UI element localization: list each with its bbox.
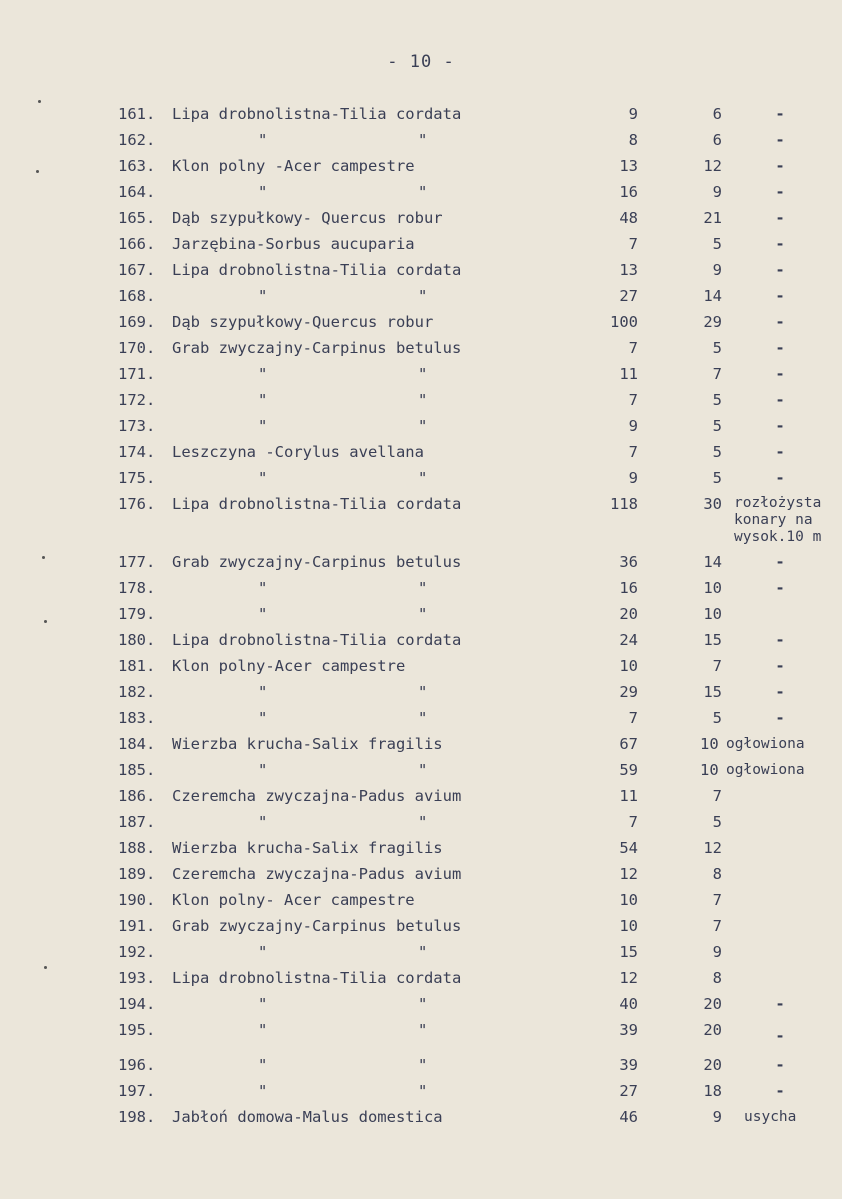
height-value: 9 [712, 1108, 722, 1126]
row-number: 169. [118, 313, 156, 331]
height-value: 10 [703, 605, 722, 623]
circumference-value: 59 [619, 761, 638, 779]
row-number: 187. [118, 813, 156, 831]
circumference-value: 9 [628, 469, 638, 487]
table-row [0, 809, 842, 835]
table-row [0, 731, 842, 757]
circumference-value: 7 [628, 391, 638, 409]
circumference-value: 54 [619, 839, 638, 857]
ditto-mark: " [258, 1056, 268, 1074]
row-number: 180. [118, 631, 156, 649]
species-name: Wierzba krucha-Salix fragilis [172, 839, 443, 857]
ditto-mark: " [418, 709, 428, 727]
circumference-value: 10 [619, 917, 638, 935]
ditto-mark: " [258, 131, 268, 149]
remark-dash: - [775, 105, 785, 123]
row-number: 178. [118, 579, 156, 597]
species-name: Dąb szypułkowy- Quercus robur [172, 209, 443, 227]
row-number: 196. [118, 1056, 156, 1074]
height-value: 7 [712, 365, 722, 383]
table-row [0, 1104, 842, 1130]
table-row [0, 361, 842, 387]
height-value: 15 [703, 631, 722, 649]
remark-dash: - [775, 417, 785, 435]
circumference-value: 8 [628, 131, 638, 149]
height-value: 12 [703, 157, 722, 175]
ditto-mark: " [418, 183, 428, 201]
ditto-mark: " [258, 287, 268, 305]
height-value: 29 [703, 313, 722, 331]
row-number: 184. [118, 735, 156, 753]
ditto-mark: " [258, 1021, 268, 1039]
remark-dash: - [775, 631, 785, 649]
ditto-mark: " [258, 943, 268, 961]
tree-inventory-table [0, 101, 842, 1130]
circumference-value: 67 [619, 735, 638, 753]
remark-dash: - [775, 657, 785, 675]
page-number: - 10 - [387, 52, 455, 72]
height-value: 5 [712, 235, 722, 253]
circumference-value: 7 [628, 235, 638, 253]
row-number: 174. [118, 443, 156, 461]
table-row [0, 101, 842, 127]
row-number: 168. [118, 287, 156, 305]
remark-dash: - [775, 391, 785, 409]
row-number: 193. [118, 969, 156, 987]
table-row [0, 335, 842, 361]
remark-text: usycha [744, 1109, 797, 1125]
height-value: 30 [703, 495, 722, 513]
remark-dash: - [775, 131, 785, 149]
table-row [0, 757, 842, 783]
ditto-mark: " [258, 761, 268, 779]
circumference-value: 39 [619, 1021, 638, 1039]
table-row [0, 257, 842, 283]
circumference-value: 48 [619, 209, 638, 227]
row-number: 165. [118, 209, 156, 227]
height-value: 5 [712, 417, 722, 435]
circumference-value: 13 [619, 157, 638, 175]
table-row [0, 653, 842, 679]
table-row [0, 991, 842, 1017]
remark-dash: - [775, 365, 785, 383]
species-name: Klon polny- Acer campestre [172, 891, 415, 909]
circumference-value: 12 [619, 969, 638, 987]
height-value: 14 [703, 287, 722, 305]
row-number: 170. [118, 339, 156, 357]
row-number: 164. [118, 183, 156, 201]
species-name: Lipa drobnolistna-Tilia cordata [172, 495, 462, 513]
row-number: 162. [118, 131, 156, 149]
row-number: 194. [118, 995, 156, 1013]
table-row [0, 439, 842, 465]
remark-dash: - [775, 683, 785, 701]
row-number: 182. [118, 683, 156, 701]
ditto-mark: " [418, 605, 428, 623]
circumference-value: 15 [619, 943, 638, 961]
ditto-mark: " [418, 131, 428, 149]
height-value: 9 [712, 261, 722, 279]
row-number: 177. [118, 553, 156, 571]
height-value: 7 [712, 891, 722, 909]
remark-dash: - [775, 339, 785, 357]
table-row [0, 283, 842, 309]
row-number: 181. [118, 657, 156, 675]
height-value: 10 [700, 735, 719, 753]
table-row [0, 1017, 842, 1043]
table-row [0, 413, 842, 439]
circumference-value: 16 [619, 579, 638, 597]
ditto-mark: " [258, 1082, 268, 1100]
ditto-mark: " [418, 287, 428, 305]
row-number: 163. [118, 157, 156, 175]
height-value: 12 [703, 839, 722, 857]
circumference-value: 7 [628, 709, 638, 727]
row-number: 190. [118, 891, 156, 909]
height-value: 7 [712, 787, 722, 805]
remark-dash: - [775, 1027, 785, 1045]
height-value: 9 [712, 943, 722, 961]
circumference-value: 9 [628, 105, 638, 123]
remark-dash: - [775, 553, 785, 571]
height-value: 5 [712, 443, 722, 461]
circumference-value: 12 [619, 865, 638, 883]
ditto-mark: " [418, 391, 428, 409]
remark-dash: - [775, 287, 785, 305]
height-value: 5 [712, 813, 722, 831]
species-name: Leszczyna -Corylus avellana [172, 443, 424, 461]
table-row [0, 1052, 842, 1078]
table-row [0, 231, 842, 257]
circumference-value: 10 [619, 657, 638, 675]
row-number: 197. [118, 1082, 156, 1100]
circumference-value: 7 [628, 339, 638, 357]
species-name: Dąb szypułkowy-Quercus robur [172, 313, 434, 331]
circumference-value: 20 [619, 605, 638, 623]
ditto-mark: " [418, 417, 428, 435]
height-value: 20 [703, 1056, 722, 1074]
species-name: Jarzębina-Sorbus aucuparia [172, 235, 415, 253]
table-row [0, 627, 842, 653]
circumference-value: 39 [619, 1056, 638, 1074]
table-row [0, 939, 842, 965]
table-row [0, 127, 842, 153]
ditto-mark: " [418, 813, 428, 831]
remark-dash: - [775, 995, 785, 1013]
remark-dash: - [775, 443, 785, 461]
table-row [0, 205, 842, 231]
species-name: Lipa drobnolistna-Tilia cordata [172, 261, 462, 279]
ditto-mark: " [418, 995, 428, 1013]
remark-dash: - [775, 235, 785, 253]
species-name: Grab zwyczajny-Carpinus betulus [172, 553, 462, 571]
height-value: 10 [703, 579, 722, 597]
height-value: 6 [712, 105, 722, 123]
ditto-mark: " [258, 813, 268, 831]
table-row [0, 549, 842, 575]
circumference-value: 27 [619, 287, 638, 305]
table-row [0, 179, 842, 205]
species-name: Lipa drobnolistna-Tilia cordata [172, 631, 462, 649]
circumference-value: 118 [610, 495, 638, 513]
row-number: 198. [118, 1108, 156, 1126]
table-row [0, 705, 842, 731]
circumference-value: 29 [619, 683, 638, 701]
ditto-mark: " [418, 1021, 428, 1039]
circumference-value: 40 [619, 995, 638, 1013]
remark-dash: - [775, 469, 785, 487]
circumference-value: 10 [619, 891, 638, 909]
circumference-value: 11 [619, 787, 638, 805]
species-name: Wierzba krucha-Salix fragilis [172, 735, 443, 753]
ditto-mark: " [258, 391, 268, 409]
height-value: 5 [712, 709, 722, 727]
ditto-mark: " [258, 365, 268, 383]
ditto-mark: " [258, 469, 268, 487]
row-number: 186. [118, 787, 156, 805]
row-number: 191. [118, 917, 156, 935]
species-name: Lipa drobnolistna-Tilia cordata [172, 969, 462, 987]
height-value: 8 [712, 969, 722, 987]
height-value: 7 [712, 657, 722, 675]
table-row [0, 861, 842, 887]
height-value: 18 [703, 1082, 722, 1100]
row-number: 161. [118, 105, 156, 123]
height-value: 5 [712, 339, 722, 357]
species-name: Klon polny -Acer campestre [172, 157, 415, 175]
row-number: 195. [118, 1021, 156, 1039]
table-row [0, 491, 842, 549]
ditto-mark: " [418, 469, 428, 487]
circumference-value: 9 [628, 417, 638, 435]
table-row [0, 835, 842, 861]
remark-dash: - [775, 313, 785, 331]
height-value: 14 [703, 553, 722, 571]
circumference-value: 11 [619, 365, 638, 383]
table-row [0, 913, 842, 939]
circumference-value: 16 [619, 183, 638, 201]
row-number: 176. [118, 495, 156, 513]
remark-text: rozłożysta konary na wysok.10 m [734, 495, 822, 545]
row-number: 173. [118, 417, 156, 435]
row-number: 166. [118, 235, 156, 253]
circumference-value: 24 [619, 631, 638, 649]
row-number: 183. [118, 709, 156, 727]
remark-dash: - [775, 709, 785, 727]
table-row [0, 601, 842, 627]
table-row [0, 679, 842, 705]
table-row [0, 783, 842, 809]
ditto-mark: " [258, 605, 268, 623]
ditto-mark: " [418, 1056, 428, 1074]
height-value: 7 [712, 917, 722, 935]
remark-dash: - [775, 261, 785, 279]
ditto-mark: " [418, 579, 428, 597]
ditto-mark: " [418, 365, 428, 383]
ditto-mark: " [418, 943, 428, 961]
table-row [0, 965, 842, 991]
remark-dash: - [775, 157, 785, 175]
circumference-value: 7 [628, 813, 638, 831]
remark-dash: - [775, 1056, 785, 1074]
row-number: 192. [118, 943, 156, 961]
height-value: 9 [712, 183, 722, 201]
height-value: 8 [712, 865, 722, 883]
circumference-value: 46 [619, 1108, 638, 1126]
remark-dash: - [775, 1082, 785, 1100]
ditto-mark: " [258, 579, 268, 597]
height-value: 5 [712, 391, 722, 409]
height-value: 5 [712, 469, 722, 487]
row-number: 185. [118, 761, 156, 779]
table-row [0, 1078, 842, 1104]
row-number: 171. [118, 365, 156, 383]
species-name: Grab zwyczajny-Carpinus betulus [172, 339, 462, 357]
table-row [0, 309, 842, 335]
table-row [0, 387, 842, 413]
row-number: 167. [118, 261, 156, 279]
remark-dash: - [775, 183, 785, 201]
circumference-value: 100 [610, 313, 638, 331]
species-name: Lipa drobnolistna-Tilia cordata [172, 105, 462, 123]
height-value: 6 [712, 131, 722, 149]
height-value: 21 [703, 209, 722, 227]
ditto-mark: " [258, 995, 268, 1013]
table-row [0, 153, 842, 179]
circumference-value: 27 [619, 1082, 638, 1100]
circumference-value: 7 [628, 443, 638, 461]
species-name: Czeremcha zwyczajna-Padus avium [172, 865, 462, 883]
table-row [0, 887, 842, 913]
species-name: Klon polny-Acer campestre [172, 657, 406, 675]
row-number: 179. [118, 605, 156, 623]
table-row [0, 465, 842, 491]
row-number: 189. [118, 865, 156, 883]
remark-dash: - [775, 209, 785, 227]
ditto-mark: " [258, 417, 268, 435]
species-name: Grab zwyczajny-Carpinus betulus [172, 917, 462, 935]
circumference-value: 36 [619, 553, 638, 571]
ditto-mark: " [258, 683, 268, 701]
height-value: 10 [700, 761, 719, 779]
remark-text: ogłowiona [726, 736, 805, 752]
remark-text: ogłowiona [726, 762, 805, 778]
remark-dash: - [775, 579, 785, 597]
ditto-mark: " [418, 1082, 428, 1100]
ditto-mark: " [258, 183, 268, 201]
species-name: Jabłoń domowa-Malus domestica [172, 1108, 443, 1126]
table-row [0, 575, 842, 601]
ditto-mark: " [418, 761, 428, 779]
row-number: 172. [118, 391, 156, 409]
row-number: 175. [118, 469, 156, 487]
species-name: Czeremcha zwyczajna-Padus avium [172, 787, 462, 805]
ditto-mark: " [418, 683, 428, 701]
ditto-mark: " [258, 709, 268, 727]
circumference-value: 13 [619, 261, 638, 279]
height-value: 20 [703, 1021, 722, 1039]
height-value: 15 [703, 683, 722, 701]
height-value: 20 [703, 995, 722, 1013]
row-number: 188. [118, 839, 156, 857]
